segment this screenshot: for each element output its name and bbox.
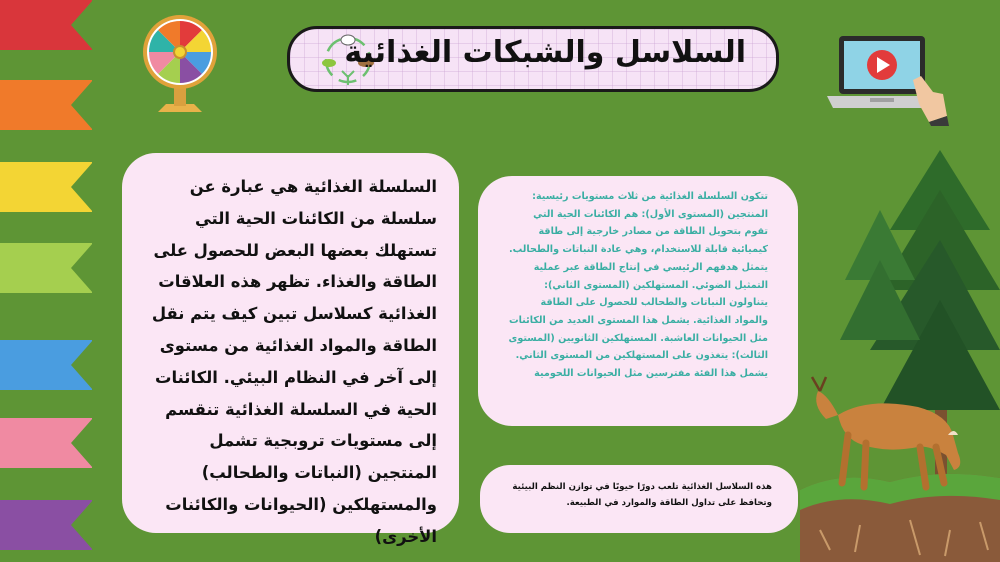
ribbon-orange bbox=[0, 80, 92, 130]
prize-wheel-icon[interactable] bbox=[140, 12, 220, 114]
laptop-video-icon[interactable] bbox=[825, 34, 950, 126]
deer-illustration bbox=[808, 375, 973, 505]
definition-text: السلسلة الغذائية هي عبارة عن سلسلة من الكائنات الحية التي تستهلك بعضها البعض للحصول على الطاقة والغذاء. تظهر هذه العلاقات الغذائية كسلاسل تبين كيف يتم نقل الطاقة والمواد الغذائية من مستوى إلى آخر في النظام البيئي. الكائنات الحية في السلسلة الغذائية تنقسم إلى مستويات تروبجية تشمل المنتجين (النباتات والطحالب) والمستهلكين (الحيوانات والكائنات الأخرى) bbox=[151, 177, 437, 546]
levels-text: تتكون السلسلة الغذائية من ثلاث مستويات رئيسية: المنتجين (المستوى الأول): هم الكائنات الحية التي تقوم بتحويل الطاقة من مصادر خارجية إلى طاقة كيميائية قابلة للاستخدام، وهي عادة النباتات والطحالب. يتمثل هدفهم الرئيسي في إنتاج الطاقة عبر عملية التمثيل الضوئي. المستهلكين (المستوى الثاني): يتناولون النباتات والطحالب للحصول على الطاقة والمواد الغذائية. يشمل هذا المستوى العديد من الكائنات مثل الحيوانات العاشبة. المستهلكين الثانويين (المستوى الثالث): يتغذون على المستهلكين من المستوى الثاني. يشمل هذا الفئة مفترسين مثل الحيوانات اللحومية bbox=[508, 191, 768, 380]
ribbon-purple bbox=[0, 500, 92, 550]
conclusion-text: هذه السلاسل الغذائية تلعب دورًا حيويًا في توازن النظم البيئية وتحافظ على تداول الطاقة والموارد في الطبيعة. bbox=[512, 482, 772, 508]
ribbon-blue bbox=[0, 340, 92, 390]
title-bar bbox=[287, 26, 779, 92]
conclusion-card bbox=[480, 465, 798, 533]
ribbon-green bbox=[0, 243, 92, 293]
levels-card bbox=[478, 176, 798, 426]
ribbon-red bbox=[0, 0, 92, 50]
definition-card bbox=[122, 153, 459, 546]
ribbon-pink bbox=[0, 418, 92, 468]
page-title: السلاسل والشبكات الغذائية bbox=[344, 35, 746, 70]
ribbon-yellow bbox=[0, 162, 92, 212]
